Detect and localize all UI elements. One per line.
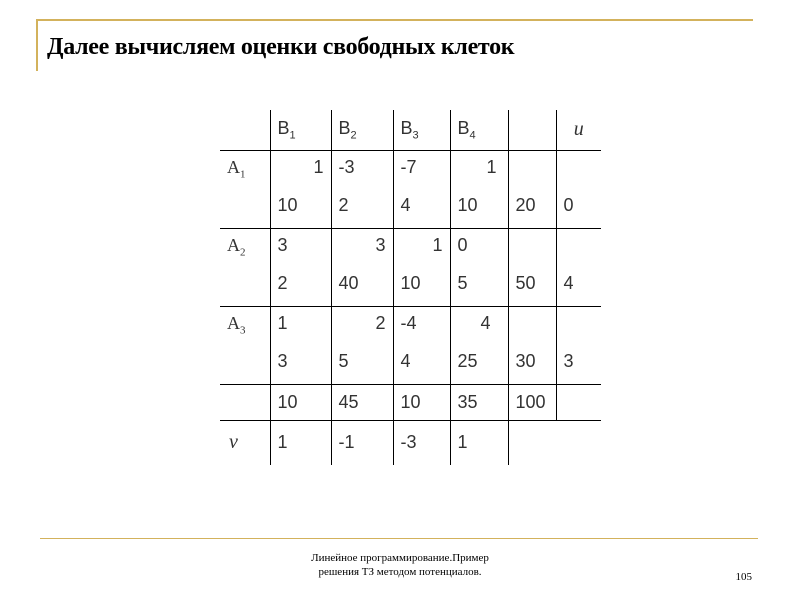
- potential-v2: -1: [331, 420, 393, 465]
- estimate-a3-b1: 1: [270, 306, 331, 340]
- demand-b3: 10: [393, 384, 450, 420]
- footer-line-1: Линейное программирование.Пример: [311, 552, 489, 564]
- page-number: 105: [735, 571, 752, 583]
- supply-a3: 30: [508, 340, 556, 384]
- supply-a1: 20: [508, 184, 556, 228]
- row-label-a2: $A_2$: [220, 228, 270, 306]
- empty-cell: [556, 384, 601, 420]
- estimate-a1-b2: -3: [331, 150, 393, 184]
- table-row-a3-costs: [220, 340, 601, 384]
- cost-a3-b2: 5: [331, 340, 393, 384]
- transport-table: [220, 110, 601, 465]
- table-row-a3-estimates: [220, 306, 601, 340]
- empty-cell: [556, 150, 601, 184]
- cost-a1-b2: 2: [331, 184, 393, 228]
- cost-a3-b3: 4: [393, 340, 450, 384]
- footer-divider-line: [40, 538, 758, 539]
- row-label-a3: $A_3$: [220, 306, 270, 384]
- column-header-b4: $B_4$: [450, 110, 508, 150]
- estimate-a3-b3: -4: [393, 306, 450, 340]
- potential-v4: 1: [450, 420, 508, 465]
- demand-b4: 35: [450, 384, 508, 420]
- empty-cell: [508, 228, 556, 262]
- estimate-a2-b3: 1: [393, 228, 450, 262]
- table-row-demand: [220, 384, 601, 420]
- left-decorative-line: [36, 19, 38, 71]
- potential-u2: 4: [556, 262, 601, 306]
- demand-b1: 10: [270, 384, 331, 420]
- demand-b2: 45: [331, 384, 393, 420]
- row-label-a1: $A_1$: [220, 150, 270, 228]
- potential-u1: 0: [556, 184, 601, 228]
- potential-v3: -3: [393, 420, 450, 465]
- estimate-a1-b3: -7: [393, 150, 450, 184]
- empty-cell: [508, 420, 556, 465]
- potential-v1: 1: [270, 420, 331, 465]
- cost-a2-b3: 10: [393, 262, 450, 306]
- cost-a2-b2: 40: [331, 262, 393, 306]
- table-row-potentials-v: [220, 420, 601, 465]
- cost-a2-b4: 5: [450, 262, 508, 306]
- estimate-a2-b1: 3: [270, 228, 331, 262]
- top-decorative-line: [36, 19, 753, 21]
- column-header-b3: $B_3$: [393, 110, 450, 150]
- slide-title: Далее вычисляем оценки свободных клеток: [47, 34, 515, 60]
- cost-a3-b4: 25: [450, 340, 508, 384]
- empty-cell: [556, 306, 601, 340]
- cost-a1-b4: 10: [450, 184, 508, 228]
- estimate-a1-b1: 1: [270, 150, 331, 184]
- potential-u3: 3: [556, 340, 601, 384]
- empty-cell: [556, 420, 601, 465]
- footer-caption: [250, 551, 550, 579]
- estimate-a3-b4: 4: [450, 306, 508, 340]
- column-header-supply: [508, 110, 556, 150]
- column-header-u: u: [556, 110, 601, 150]
- estimate-a1-b4: 1: [450, 150, 508, 184]
- total-sum: 100: [508, 384, 556, 420]
- table-row-a2-costs: [220, 262, 601, 306]
- cost-a2-b1: 2: [270, 262, 331, 306]
- table-header-row: [220, 110, 601, 150]
- estimate-a2-b2: 3: [331, 228, 393, 262]
- row-label-v: v: [220, 420, 270, 465]
- supply-a2: 50: [508, 262, 556, 306]
- table-row-a1-costs: [220, 184, 601, 228]
- estimate-a2-b4: 0: [450, 228, 508, 262]
- corner-cell: [220, 110, 270, 150]
- empty-cell: [508, 150, 556, 184]
- column-header-b1: $B_1$: [270, 110, 331, 150]
- empty-cell: [508, 306, 556, 340]
- table-row-a1-estimates: [220, 150, 601, 184]
- empty-cell: [556, 228, 601, 262]
- cost-a1-b3: 4: [393, 184, 450, 228]
- cost-a3-b1: 3: [270, 340, 331, 384]
- column-header-b2: $B_2$: [331, 110, 393, 150]
- footer-line-2: решения ТЗ методом потенциалов.: [318, 566, 482, 578]
- estimate-a3-b2: 2: [331, 306, 393, 340]
- table-row-a2-estimates: [220, 228, 601, 262]
- empty-cell: [220, 384, 270, 420]
- cost-a1-b1: 10: [270, 184, 331, 228]
